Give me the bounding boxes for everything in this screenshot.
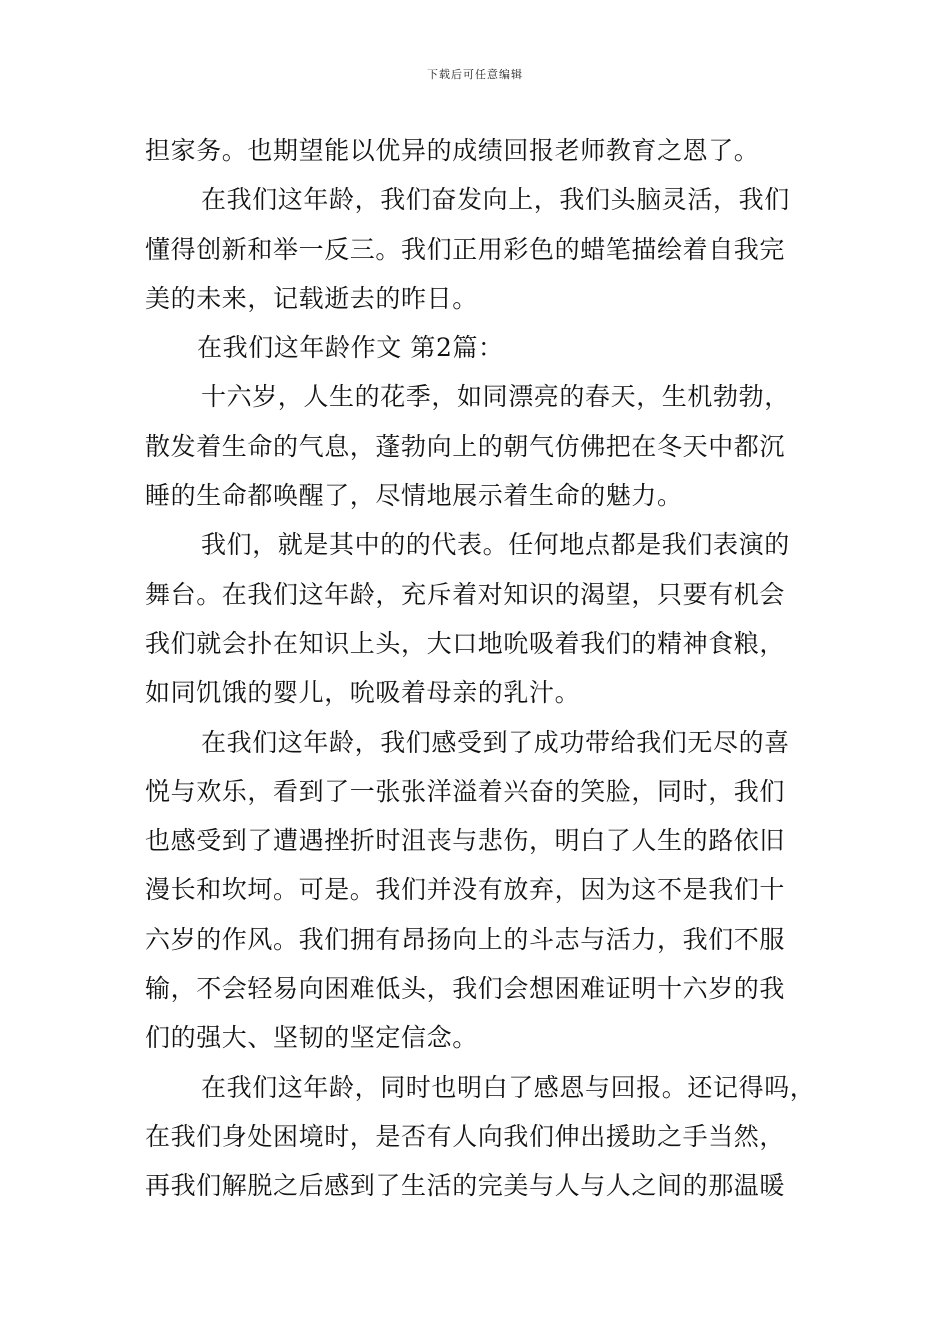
- text-line: 睡的生命都唤醒了，尽情地展示着生命的魅力。: [145, 481, 683, 511]
- text-line: 如同饥饿的婴儿，吮吸着母亲的乳汁。: [145, 678, 581, 708]
- article-body: [145, 126, 835, 1211]
- paragraph-start-line: 在我们这年龄，我们奋发向上，我们头脑灵活，我们: [201, 185, 790, 215]
- page-header: 下载后可任意编辑: [427, 68, 523, 81]
- text-line: 们的强大、坚韧的坚定信念。: [145, 1023, 478, 1053]
- text-line: 也感受到了遭遇挫折时沮丧与悲伤，明白了人生的路依旧: [145, 826, 786, 856]
- text-line: 懂得创新和举一反三。我们正用彩色的蜡笔描绘着自我完: [145, 234, 786, 264]
- section-heading: 在我们这年龄作文 第2篇：: [197, 333, 504, 363]
- paragraph-start-line: 十六岁，人生的花季，如同漂亮的春天，生机勃勃，: [201, 382, 790, 412]
- text-line: 悦与欢乐，看到了一张张洋溢着兴奋的笑脸，同时，我们: [145, 776, 786, 806]
- text-line: 舞台。在我们这年龄，充斥着对知识的渴望，只要有机会: [145, 579, 786, 609]
- text-line: 六岁的作风。我们拥有昂扬向上的斗志与活力，我们不服: [145, 924, 786, 954]
- text-line: 我们就会扑在知识上头，大口地吮吸着我们的精神食粮，: [145, 628, 786, 658]
- text-line: 输，不会轻易向困难低头，我们会想困难证明十六岁的我: [145, 974, 786, 1004]
- text-line: 美的未来，记载逝去的昨日。: [145, 283, 478, 313]
- text-line: 散发着生命的气息，蓬勃向上的朝气仿佛把在冬天中都沉: [145, 431, 786, 461]
- text-line: 在我们身处困境时，是否有人向我们伸出援助之手当然，: [145, 1121, 786, 1151]
- paragraph-start-line: 在我们这年龄，同时也明白了感恩与回报。还记得吗，: [201, 1072, 816, 1102]
- paragraph-start-line: 我们，就是其中的的代表。任何地点都是我们表演的: [201, 530, 790, 560]
- text-line: 担家务。也期望能以优异的成绩回报老师教育之恩了。: [145, 136, 760, 165]
- text-line: 漫长和坎坷。可是。我们并没有放弃，因为这不是我们十: [145, 875, 786, 905]
- text-line: 再我们解脱之后感到了生活的完美与人与人之间的那温暖: [145, 1171, 786, 1201]
- paragraph-start-line: 在我们这年龄，我们感受到了成功带给我们无尽的喜: [201, 727, 790, 757]
